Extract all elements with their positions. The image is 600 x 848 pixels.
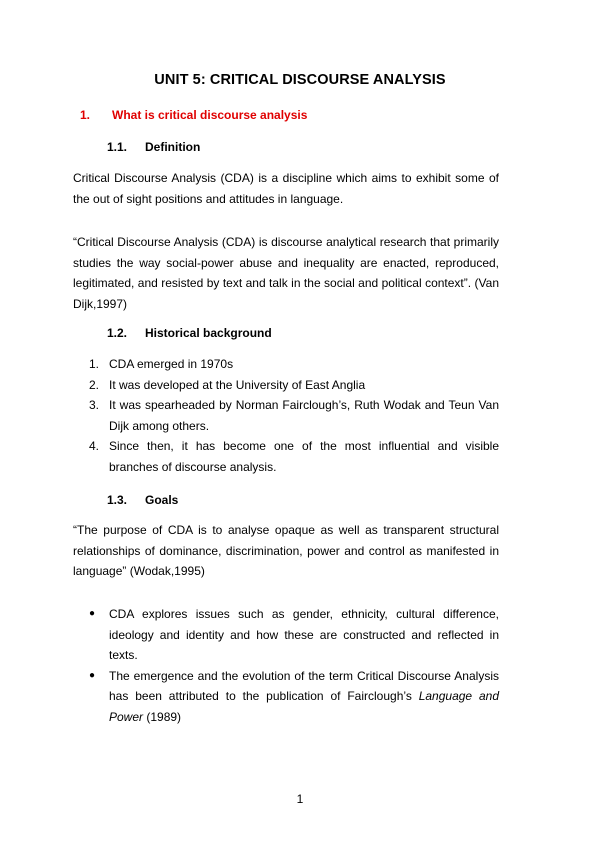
list-item xyxy=(73,395,499,436)
subheading-number: 1.1. xyxy=(107,140,128,154)
list-item-text-after: (1989) xyxy=(143,709,182,724)
subheading-number: 1.3. xyxy=(107,493,128,507)
list-item-text-before: The emergence and the evolution of the term Critical Discourse Analysis has been attributed to the publication of Fairclough’s xyxy=(109,668,499,703)
list-item xyxy=(73,375,499,396)
list-marker: 2. xyxy=(89,377,100,392)
definition-paragraph: Critical Discourse Analysis (CDA) is a discipline which aims to exhibit some of the out of sight positions and attitudes in language. xyxy=(73,171,499,206)
bullet-icon: ● xyxy=(89,669,96,681)
subheading-historical-background xyxy=(107,326,272,340)
page-title: UNIT 5: CRITICAL DISCOURSE ANALYSIS xyxy=(154,72,446,88)
subheading-text: Historical background xyxy=(145,326,272,340)
section-number: 1. xyxy=(80,108,91,122)
list-item xyxy=(73,604,499,666)
quote-paragraph: “Critical Discourse Analysis (CDA) is discourse analytical research that primarily studies the way social-power abuse and inequality are enacted, reproduced, legitimated, and resisted by text and talk in the social and political context”. (Van Dijk,1997) xyxy=(73,235,499,311)
list-marker: 4. xyxy=(89,439,100,453)
bullet-icon: ● xyxy=(89,608,96,619)
list-item-text: CDA emerged in 1970s xyxy=(109,357,234,371)
list-item xyxy=(73,666,499,728)
list-item-text: Since then, it has become one of the most influential and visible branches of discourse analysis. xyxy=(109,439,499,474)
goals-paragraph: “The purpose of CDA is to analyse opaque as well as transparent structural relationships of dominance, discrimination, power and control as manifested in language” (Wodak,1995) xyxy=(73,523,499,578)
subheading-text: Goals xyxy=(145,493,179,507)
list-item xyxy=(73,436,499,477)
list-item-text: It was spearheaded by Norman Fairclough’s, Ruth Wodak and Teun Van Dijk among others. xyxy=(109,398,499,433)
book-title: Language and Power xyxy=(109,689,499,724)
section-heading-what-is-cda xyxy=(80,108,307,122)
history-list xyxy=(73,354,499,477)
list-marker: 3. xyxy=(89,398,100,412)
subheading-text: Definition xyxy=(145,140,201,154)
list-item-text: CDA explores issues such as gender, ethnicity, cultural difference, ideology and identity and how these are constructed and reflected in texts. xyxy=(109,607,499,662)
section-heading-text: What is critical discourse analysis xyxy=(112,108,308,122)
list-marker: 1. xyxy=(89,357,100,371)
subheading-number: 1.2. xyxy=(107,326,128,340)
list-item xyxy=(73,354,499,375)
list-item-text: It was developed at the University of East Anglia xyxy=(109,377,366,392)
subheading-definition xyxy=(107,140,200,154)
subheading-goals xyxy=(107,493,178,507)
goals-bullet-list xyxy=(73,604,499,727)
page-number: 1 xyxy=(296,792,304,806)
